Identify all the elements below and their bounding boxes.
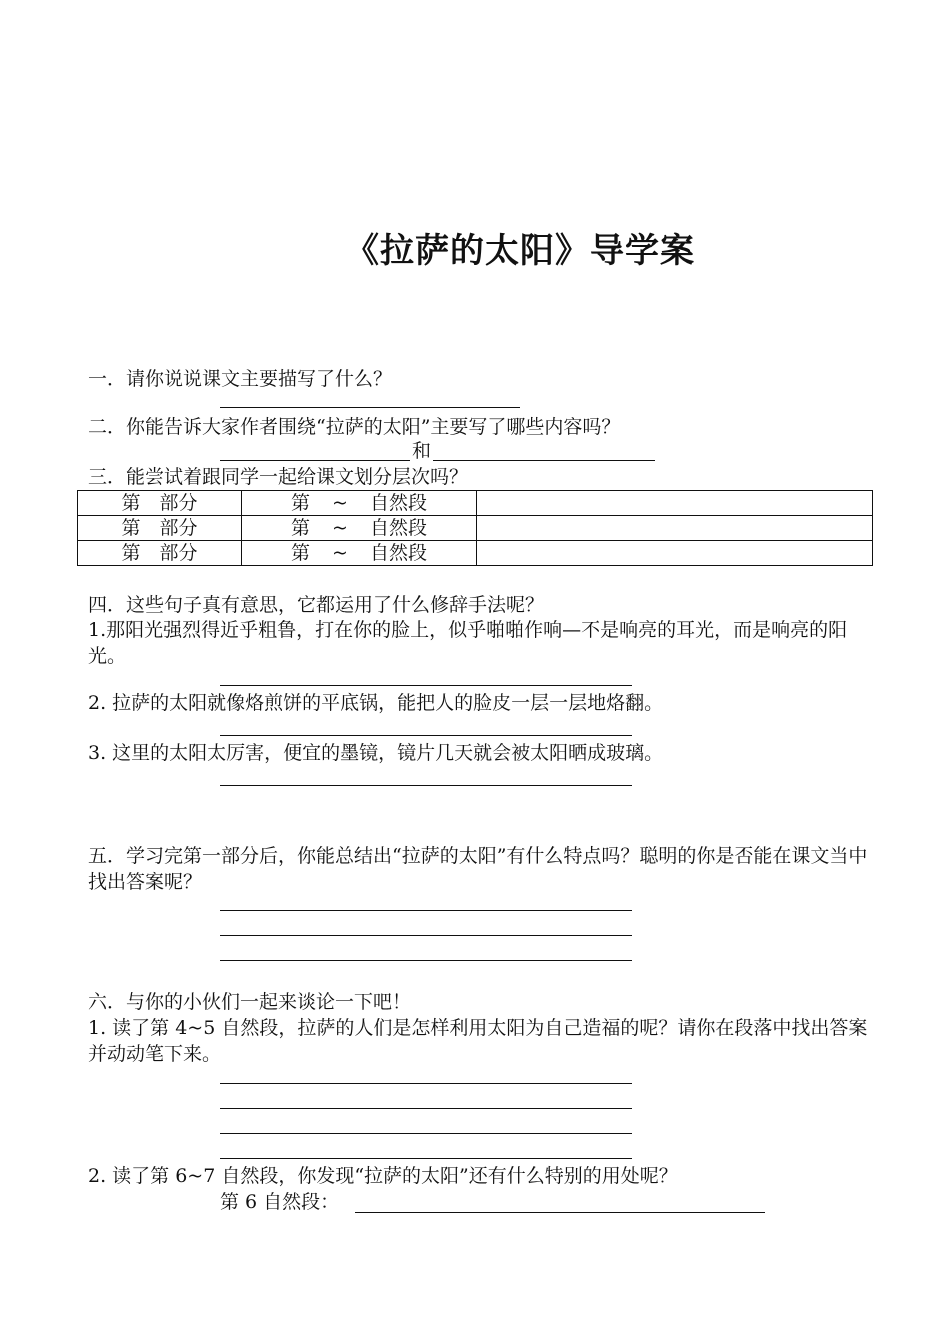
part-cell[interactable]: 第 部分	[78, 516, 242, 541]
table-row	[78, 541, 873, 566]
answer-blank-q5-1[interactable]	[220, 910, 632, 911]
sections-table	[77, 490, 873, 566]
range-cell[interactable]	[242, 541, 477, 566]
sentence-3: 3. 这里的太阳太厉害，便宜的墨镜，镜片几天就会被太阳晒成玻璃。	[88, 742, 664, 764]
part-cell[interactable]: 第 部分	[78, 541, 242, 566]
range-unit: 自然段	[369, 517, 427, 539]
range-cell[interactable]	[242, 516, 477, 541]
range-sep: ~	[332, 542, 348, 564]
question-4: 四．这些句子真有意思，它都运用了什么修辞手法呢？	[88, 594, 545, 616]
content-cell[interactable]	[477, 516, 873, 541]
answer-blank-q4-1[interactable]	[220, 685, 632, 686]
answer-blank-q5-2[interactable]	[220, 935, 632, 936]
page-title: 《拉萨的太阳》导学案	[345, 231, 695, 271]
question-2: 二．你能告诉大家作者围绕“拉萨的太阳”主要写了哪些内容吗？	[88, 416, 621, 438]
answer-blank-q4-3[interactable]	[220, 785, 632, 786]
content-cell[interactable]	[477, 491, 873, 516]
answer-blank-q6-3[interactable]	[220, 1133, 632, 1134]
range-unit: 自然段	[369, 492, 427, 514]
table-row	[78, 516, 873, 541]
answer-blank-q4-2[interactable]	[220, 735, 632, 736]
question-5: 五．学习完第一部分后，你能总结出“拉萨的太阳”有什么特点吗？聪明的你是否能在课文当中找出答案呢？	[88, 845, 868, 893]
answer-blank-q1[interactable]	[220, 407, 520, 408]
and-label: 和	[412, 440, 432, 462]
question-3: 三．能尝试着跟同学一起给课文划分层次吗？	[88, 466, 469, 488]
part-cell[interactable]: 第 部分	[78, 491, 242, 516]
range-sep: ~	[332, 517, 348, 539]
range-label: 第	[291, 492, 311, 514]
q6-item-1: 1. 读了第 4~5 自然段，拉萨的人们是怎样利用太阳为自己造福的呢？请你在段落中找出答案并动动笔下来。	[88, 1017, 868, 1065]
q6-item-2: 2. 读了第 6~7 自然段，你发现“拉萨的太阳”还有什么特别的用处呢？	[88, 1165, 678, 1187]
range-label: 第	[291, 517, 311, 539]
answer-blank-q2-a[interactable]	[220, 460, 410, 461]
paragraph-6-label: 第 6 自然段：	[220, 1191, 340, 1213]
question-6: 六．与你的小伙们一起来谈论一下吧！	[88, 991, 412, 1013]
range-sep: ~	[332, 492, 348, 514]
answer-blank-q6-4[interactable]	[220, 1158, 632, 1159]
table-row	[78, 491, 873, 516]
sentence-2: 2. 拉萨的太阳就像烙煎饼的平底锅，能把人的脸皮一层一层地烙翻。	[88, 692, 664, 714]
answer-blank-q2-b[interactable]	[433, 460, 655, 461]
question-1: 一．请你说说课文主要描写了什么？	[88, 368, 393, 390]
answer-blank-q6-2[interactable]	[220, 1108, 632, 1109]
sentence-1: 1.那阳光强烈得近乎粗鲁，打在你的脸上，似乎啪啪作响—不是响亮的耳光，而是响亮的阳光。	[88, 619, 848, 667]
answer-blank-paragraph-6[interactable]	[355, 1212, 765, 1213]
content-cell[interactable]	[477, 541, 873, 566]
range-cell[interactable]	[242, 491, 477, 516]
answer-blank-q5-3[interactable]	[220, 960, 632, 961]
answer-blank-q6-1[interactable]	[220, 1083, 632, 1084]
range-label: 第	[291, 542, 311, 564]
range-unit: 自然段	[369, 542, 427, 564]
